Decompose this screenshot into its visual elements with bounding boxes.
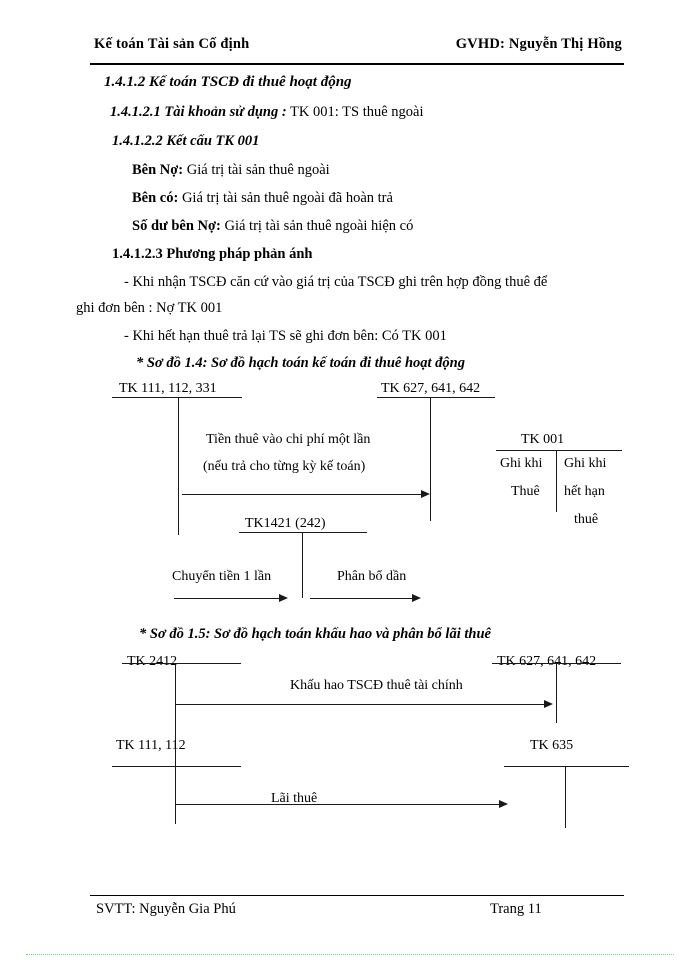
diagram-14-tk001-divider bbox=[556, 450, 557, 512]
diagram-14-account-left-label: TK 111, 112, 331 bbox=[119, 381, 217, 396]
ben-no-label: Bên Nợ: bbox=[132, 162, 184, 178]
diagram-14-right-stem bbox=[430, 397, 431, 521]
footer-page-number: Trang 11 bbox=[490, 901, 542, 917]
diagram-14-arrow2-head bbox=[279, 594, 288, 602]
diagram-14-arrow2-shaft bbox=[174, 598, 281, 599]
diagram-14-middle-tbar bbox=[239, 532, 367, 533]
diagram-14-arrow1-label-line1: Tiền thuê vào chi phí một lần bbox=[206, 432, 371, 447]
diagram-15-account-tl-label: TK 2412 bbox=[127, 654, 178, 669]
diagram-15-tr-stem bbox=[556, 663, 557, 723]
bullet-2: - Khi hết hạn thuê trả lại TS sẽ ghi đơn bên: Có TK 001 bbox=[124, 328, 447, 344]
ben-no-line bbox=[132, 162, 330, 179]
diagram-14-tk001-debit-line1: Ghi khi bbox=[500, 456, 543, 471]
ben-co-label: Bên có: bbox=[132, 190, 179, 206]
bullet-1-line-1: - Khi nhận TSCĐ căn cứ vào giá trị của TSCĐ ghi trên hợp đồng thuê để bbox=[124, 274, 548, 290]
diagram-15-account-br-label: TK 635 bbox=[530, 738, 574, 753]
diagram-14-account-right-label: TK 627, 641, 642 bbox=[381, 381, 481, 396]
diagram-15-tl-tbar bbox=[122, 663, 241, 664]
scan-artifact-line bbox=[26, 954, 674, 955]
diagram-14-middle-stem bbox=[302, 532, 303, 598]
diagram-14-tk001-credit-line1: Ghi khi bbox=[564, 456, 607, 471]
so-du-value: Giá trị tài sản thuê ngoài hiện có bbox=[220, 218, 414, 234]
ben-no-value: Giá trị tài sản thuê ngoài bbox=[183, 162, 330, 178]
header-right-title: GVHD: Nguyễn Thị Hồng bbox=[455, 36, 622, 52]
subsection-1 bbox=[110, 104, 424, 121]
diagram-15-bl-stem bbox=[175, 766, 176, 824]
diagram-14-tk001-title: TK 001 bbox=[521, 432, 565, 447]
diagram-14-arrow1-label-line2: (nếu trả cho từng kỳ kế toán) bbox=[203, 459, 366, 474]
diagram-14-tk001-tbar bbox=[496, 450, 622, 451]
subsection-3: 1.4.1.2.3 Phương pháp phản ánh bbox=[112, 246, 313, 262]
diagram-14-right-tbar bbox=[377, 397, 495, 398]
diagram-15-arrow2-shaft bbox=[176, 804, 501, 805]
subsection-2: 1.4.1.2.2 Kết cấu TK 001 bbox=[112, 133, 260, 149]
diagram-15-arrow2-label: Lãi thuê bbox=[271, 791, 318, 806]
diagram-15-br-tbar bbox=[504, 766, 629, 767]
diagram-14-left-tbar bbox=[112, 397, 242, 398]
diagram-14-account-middle-label: TK1421 (242) bbox=[245, 516, 326, 531]
diagram-15-br-stem bbox=[565, 766, 566, 828]
page-header bbox=[94, 36, 622, 64]
header-left-title: Kế toán Tài sản Cố định bbox=[94, 36, 250, 52]
subsection-1-label: 1.4.1.2.1 Tài khoản sử dụng : bbox=[110, 104, 287, 120]
diagram-14-tk001-debit-line2: Thuê bbox=[511, 484, 540, 499]
so-du-line bbox=[132, 218, 413, 235]
ben-co-value: Giá trị tài sản thuê ngoài đã hoàn trả bbox=[178, 190, 393, 206]
diagram-15-account-bl-label: TK 111, 112 bbox=[116, 738, 186, 753]
diagram-15-account-tr-label: TK 627, 641, 642 bbox=[497, 654, 597, 669]
diagram-14-arrow3-shaft bbox=[310, 598, 414, 599]
diagram-14-tk001-credit-line3: thuê bbox=[574, 512, 599, 527]
header-divider bbox=[90, 63, 624, 65]
diagram-14-arrow2-label: Chuyển tiền 1 lần bbox=[172, 569, 272, 584]
diagram-15-arrow2-head bbox=[499, 800, 508, 808]
diagram-14-title: * Sơ đồ 1.4: Sơ đồ hạch toán kế toán đi thuê hoạt động bbox=[136, 355, 465, 371]
diagram-14-arrow1-head bbox=[421, 490, 430, 498]
diagram-14-left-stem bbox=[178, 397, 179, 535]
diagram-14-arrow3-head bbox=[412, 594, 421, 602]
diagram-14-arrow3-label: Phân bổ dần bbox=[337, 569, 407, 584]
ben-co-line bbox=[132, 190, 393, 207]
diagram-15-arrow1-shaft bbox=[176, 704, 546, 705]
bullet-1-line-2: ghi đơn bên : Nợ TK 001 bbox=[76, 300, 223, 316]
footer-divider bbox=[90, 895, 624, 896]
diagram-15-arrow1-head bbox=[544, 700, 553, 708]
subsection-1-value: TK 001: TS thuê ngoài bbox=[286, 104, 424, 120]
diagram-14-tk001-credit-line2: hết hạn bbox=[564, 484, 605, 499]
diagram-15-bl-tbar bbox=[112, 766, 241, 767]
diagram-15-arrow1-label: Khấu hao TSCĐ thuê tài chính bbox=[290, 678, 463, 693]
diagram-15-title: * Sơ đồ 1.5: Sơ đồ hạch toán khấu hao và phân bổ lãi thuê bbox=[139, 626, 491, 642]
diagram-14-arrow1-shaft bbox=[182, 494, 423, 495]
footer-author: SVTT: Nguyễn Gia Phú bbox=[96, 901, 236, 917]
section-heading: 1.4.1.2 Kế toán TSCĐ đi thuê hoạt động bbox=[104, 74, 352, 90]
so-du-label: Số dư bên Nợ: bbox=[132, 218, 221, 234]
